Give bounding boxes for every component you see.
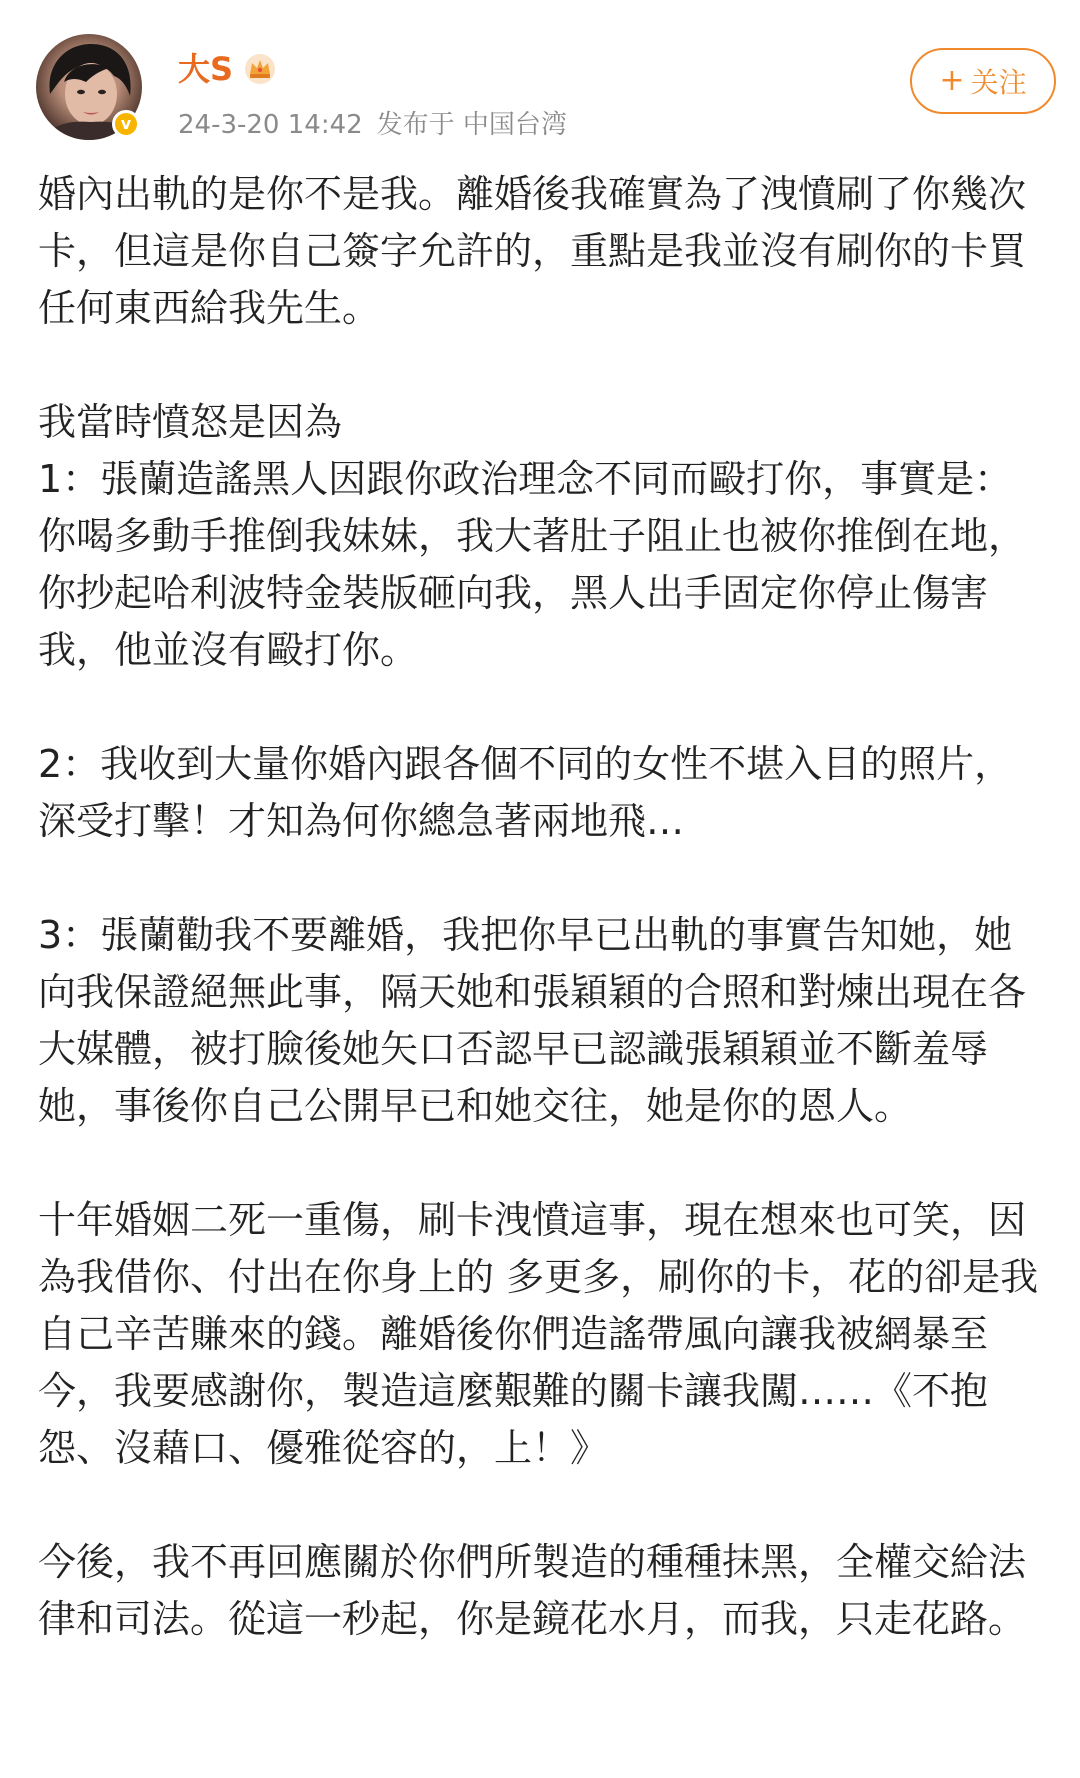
author-name[interactable]: 大S — [178, 50, 234, 88]
post-meta — [178, 104, 567, 141]
post-paragraph: 3：張蘭勸我不要離婚，我把你早已出軌的事實告知她，她向我保證絕無此事，隔天她和張穎穎的合照和對煉出現在各大媒體，被打臉後她矢口否認早已認識張穎穎並不斷羞辱她，事後你自己公開早已和她交往，她是你的恩人。 — [38, 913, 1027, 1128]
post-date: 24-3-20 14:42 — [178, 110, 363, 140]
post-paragraph: 我當時憤怒是因為 1：張蘭造謠黑人因跟你政治理念不同而毆打你，事實是：你喝多動手推倒我妹妹，我大著肚子阻止也被你推倒在地，你抄起哈利波特金裝版砸向我，黑人出手固定你停止傷害我，他並沒有毆打你。 — [38, 400, 1027, 672]
verified-badge-icon: v — [112, 110, 140, 138]
post-header — [0, 0, 1080, 150]
crown-icon[interactable] — [243, 52, 277, 86]
post-location: 发布于 中国台湾 — [376, 110, 567, 140]
post-body — [38, 166, 1044, 1648]
author-avatar[interactable] — [36, 34, 142, 140]
post-paragraph: 婚內出軌的是你不是我。離婚後我確實為了洩憤刷了你幾次卡，但這是你自己簽字允許的，重點是我並沒有刷你的卡買任何東西給我先生。 — [38, 172, 1027, 330]
follow-label: 关注 — [970, 66, 1027, 99]
author-name-row — [178, 48, 277, 90]
post-paragraph: 十年婚姻二死一重傷，刷卡洩憤這事，現在想來也可笑，因為我借你、付出在你身上的 多更多，刷你的卡，花的卻是我自己辛苦賺來的錢。離婚後你們造謠帶風向讓我被網暴至今，我要感謝你，製造這麼艱難的關卡讓我闖……《不抱怨、沒藉口、優雅從容的，上！》 — [38, 1198, 1039, 1470]
post-paragraph: 今後，我不再回應關於你們所製造的種種抹黑，全權交給法律和司法。從這一秒起，你是鏡花水月，而我，只走花路。 — [38, 1540, 1027, 1641]
follow-button[interactable] — [910, 48, 1056, 114]
plus-icon: + — [939, 63, 965, 98]
post-paragraph: 2：我收到大量你婚內跟各個不同的女性不堪入目的照片，深受打擊！才知為何你總急著兩地飛… — [38, 742, 1013, 843]
